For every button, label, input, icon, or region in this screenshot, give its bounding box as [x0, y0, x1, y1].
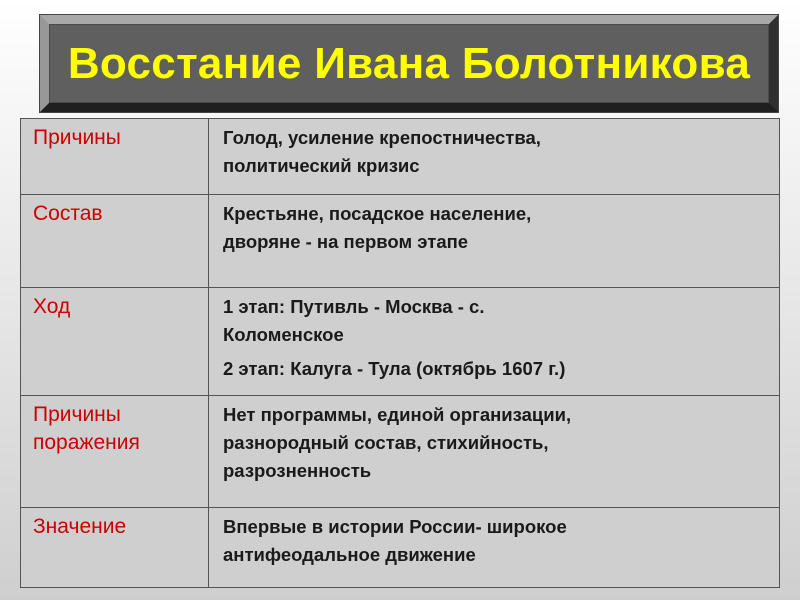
row-label-causes: Причины: [21, 119, 209, 195]
row-label-course: Ход: [21, 288, 209, 396]
table-row-course: [21, 288, 780, 396]
row-value-causes: [209, 119, 780, 195]
course-stage-1: [223, 293, 773, 349]
value-line: разнородный состав, стихийность,: [223, 432, 549, 453]
table-row-defeat-causes: [21, 396, 780, 508]
table-row-causes: [21, 119, 780, 195]
value-line: Впервые в истории России- широкое: [223, 516, 567, 537]
row-label-composition: Состав: [21, 195, 209, 288]
row-value-course: [209, 288, 780, 396]
row-label-significance: Значение: [21, 508, 209, 588]
title-plaque: [40, 15, 778, 112]
title-plate: [49, 24, 769, 103]
value-line: политический кризис: [223, 155, 420, 176]
table-row-composition: [21, 195, 780, 288]
label-line: Причины: [33, 403, 121, 426]
uprising-info-table: [20, 118, 780, 588]
label-line: поражения: [33, 431, 140, 454]
table-row-significance: [21, 508, 780, 588]
value-line: антифеодальное движение: [223, 544, 476, 565]
value-line: дворяне - на первом этапе: [223, 231, 469, 252]
value-line: 1 этап: Путивль - Москва - с.: [223, 296, 485, 317]
value-line: Крестьяне, посадское население,: [223, 203, 532, 224]
value-line: 2 этап: Калуга - Тула (октябрь 1607 г.): [223, 358, 566, 379]
row-value-defeat-causes: [209, 396, 780, 508]
value-line: разрозненность: [223, 460, 372, 481]
value-line: Нет программы, единой организации,: [223, 404, 572, 425]
course-stage-2: [223, 355, 773, 383]
value-line: Коломенское: [223, 324, 344, 345]
row-value-significance: [209, 508, 780, 588]
value-line: Голод, усиление крепостничества,: [223, 127, 541, 148]
row-value-composition: [209, 195, 780, 288]
page-title: Восстание Ивана Болотникова: [67, 38, 751, 88]
row-label-defeat-causes: [21, 396, 209, 508]
